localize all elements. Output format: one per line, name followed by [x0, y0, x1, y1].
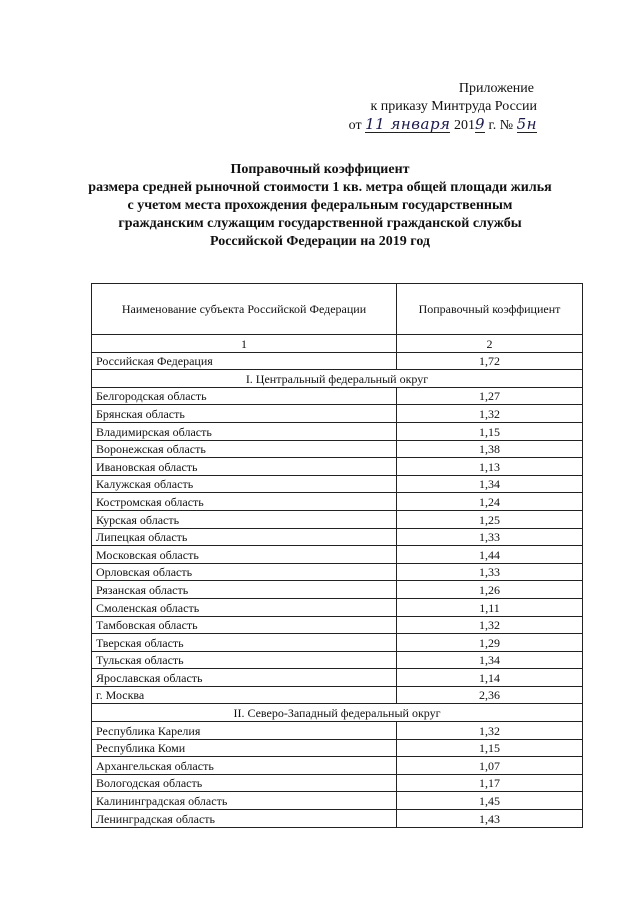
title-line-2: размера средней рыночной стоимости 1 кв. метра общей площади жилья [88, 180, 552, 195]
district-row [92, 370, 583, 388]
table-row [92, 686, 583, 704]
subject-name: Смоленская область [92, 598, 397, 616]
table-row [92, 757, 583, 775]
subject-name: Рязанская область [92, 581, 397, 599]
table-row [92, 722, 583, 740]
handwritten-order-number: 5н [516, 115, 537, 133]
table-row [92, 792, 583, 810]
coefficient-value: 1,34 [397, 651, 583, 669]
coefficient-value: 1,43 [397, 810, 583, 828]
order-reference: к приказу Минтруда России [370, 99, 537, 114]
column-header-subject: Наименование субъекта Российской Федерации [92, 284, 397, 335]
coefficient-value: 1,26 [397, 581, 583, 599]
handwritten-date: 11 января [365, 115, 451, 133]
district-heading-central: I. Центральный федеральный округ [92, 370, 583, 388]
table-row [92, 598, 583, 616]
subject-name: г. Москва [92, 686, 397, 704]
subject-name: Республика Коми [92, 739, 397, 757]
table-row [92, 651, 583, 669]
table-row [92, 528, 583, 546]
table-row [92, 563, 583, 581]
column-number-1: 1 [92, 335, 397, 353]
coefficient-value: 1,27 [397, 387, 583, 405]
coefficient-value: 1,24 [397, 493, 583, 511]
subject-name: Костромская область [92, 493, 397, 511]
appendix-label: Приложение [458, 81, 534, 96]
russia-label: Российская Федерация [92, 352, 397, 370]
table-row [92, 510, 583, 528]
table-row [92, 774, 583, 792]
subject-name: Липецкая область [92, 528, 397, 546]
coefficient-value: 1,25 [397, 510, 583, 528]
title-line-3: с учетом места прохождения федеральным государственным [127, 198, 513, 213]
coefficient-value: 1,32 [397, 722, 583, 740]
table-row [92, 387, 583, 405]
handwritten-year-digit: 9 [474, 115, 486, 133]
title-line-5: Российской Федерации на 2019 год [209, 234, 430, 249]
subject-name: Владимирская область [92, 422, 397, 440]
subject-name: Брянская область [92, 405, 397, 423]
district-heading-northwest: II. Северо-Западный федеральный округ [92, 704, 583, 722]
coefficient-table [91, 283, 583, 828]
subject-name: Калининградская область [92, 792, 397, 810]
subject-name: Тамбовская область [92, 616, 397, 634]
order-date-line [349, 116, 537, 135]
subject-name: Московская область [92, 546, 397, 564]
coefficient-value: 1,07 [397, 757, 583, 775]
district-row [92, 704, 583, 722]
subject-name: Вологодская область [92, 774, 397, 792]
table-row [92, 405, 583, 423]
table-row [92, 458, 583, 476]
coefficient-value: 1,45 [397, 792, 583, 810]
subject-name: Орловская область [92, 563, 397, 581]
table-row [92, 669, 583, 687]
subject-name: Республика Карелия [92, 722, 397, 740]
table-row [92, 546, 583, 564]
coefficient-value: 1,15 [397, 739, 583, 757]
coefficient-value: 1,11 [397, 598, 583, 616]
coefficient-value: 1,29 [397, 634, 583, 652]
column-header-coefficient: Поправочный коэффициент [397, 284, 583, 335]
subject-name: Архангельская область [92, 757, 397, 775]
coefficient-value: 1,33 [397, 563, 583, 581]
title-line-1: Поправочный коэффициент [230, 162, 410, 177]
table-row [92, 739, 583, 757]
year-prefix: 201 [453, 118, 475, 133]
table-row [92, 475, 583, 493]
coefficient-value: 1,33 [397, 528, 583, 546]
table-header-row [92, 284, 583, 335]
table-row [92, 616, 583, 634]
document-title [60, 161, 580, 251]
subject-name: Курская область [92, 510, 397, 528]
table-row [92, 581, 583, 599]
table-row [92, 634, 583, 652]
table-row [92, 810, 583, 828]
coefficient-value: 2,36 [397, 686, 583, 704]
subject-name: Ярославская область [92, 669, 397, 687]
table-row [92, 440, 583, 458]
subject-name: Белгородская область [92, 387, 397, 405]
subject-name: Ивановская область [92, 458, 397, 476]
subject-name: Ленинградская область [92, 810, 397, 828]
number-label: г. № [488, 118, 514, 133]
coefficient-value: 1,14 [397, 669, 583, 687]
coefficient-value: 1,32 [397, 616, 583, 634]
coefficient-value: 1,34 [397, 475, 583, 493]
date-prefix: от [348, 118, 362, 133]
table-row [92, 493, 583, 511]
column-number-2: 2 [397, 335, 583, 353]
coefficient-value: 1,15 [397, 422, 583, 440]
coefficient-value: 1,32 [397, 405, 583, 423]
coefficient-value: 1,44 [397, 546, 583, 564]
coefficient-value: 1,13 [397, 458, 583, 476]
subject-name: Тульская область [92, 651, 397, 669]
coefficient-value: 1,38 [397, 440, 583, 458]
column-number-row [92, 335, 583, 353]
subject-name: Тверская область [92, 634, 397, 652]
subject-name: Калужская область [92, 475, 397, 493]
russia-value: 1,72 [397, 352, 583, 370]
subject-name: Воронежская область [92, 440, 397, 458]
appendix-header [349, 80, 537, 135]
russia-row [92, 352, 583, 370]
title-line-4: гражданским служащим государственной гражданской службы [118, 216, 522, 231]
table-row [92, 422, 583, 440]
coefficient-value: 1,17 [397, 774, 583, 792]
